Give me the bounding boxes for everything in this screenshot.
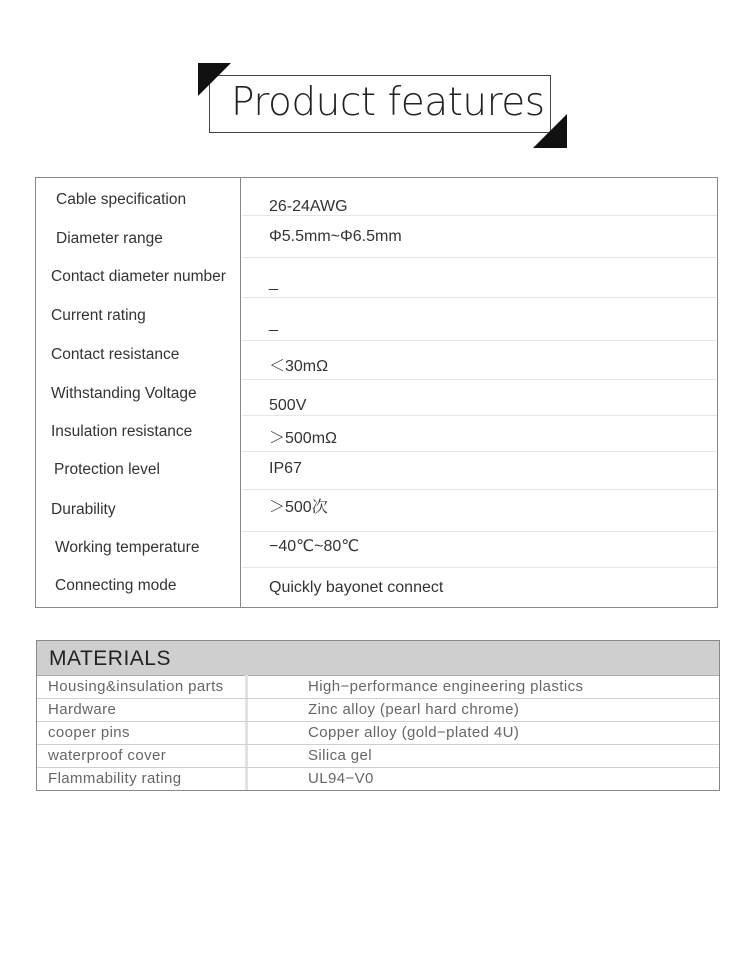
row-divider: [242, 415, 717, 416]
material-label: Housing&insulation parts: [48, 678, 224, 695]
materials-header: [37, 641, 719, 676]
material-label: cooper pins: [48, 724, 130, 741]
spec-value: _: [269, 274, 278, 291]
spec-value: ＜30mΩ: [269, 358, 329, 375]
row-divider: [242, 297, 717, 298]
materials-table: [36, 640, 720, 791]
row-divider: [242, 567, 717, 568]
table-row: [37, 767, 719, 790]
corner-triangle-top-left: [198, 63, 231, 96]
material-value: High−performance engineering plastics: [308, 678, 584, 695]
spec-label: Current rating: [51, 307, 146, 324]
material-value: UL94−V0: [308, 770, 374, 787]
spec-label: Protection level: [54, 461, 160, 478]
table-row: [37, 675, 719, 699]
spec-value: ＞500次: [269, 499, 328, 516]
material-label: Hardware: [48, 701, 117, 718]
spec-label: Withstanding Voltage: [51, 385, 197, 402]
spec-value: ＞500mΩ: [269, 430, 337, 447]
table-row: [37, 744, 719, 768]
spec-label: Contact diameter number: [51, 268, 226, 285]
page-title: Product features: [231, 80, 545, 125]
spec-column-divider: [240, 178, 241, 607]
spec-value: 26-24AWG: [269, 198, 348, 215]
title-banner: [196, 62, 568, 150]
material-label: waterproof cover: [48, 747, 167, 764]
spec-label: Working temperature: [55, 539, 200, 556]
spec-value: _: [269, 315, 278, 332]
table-row: [37, 721, 719, 745]
material-label: Flammability rating: [48, 770, 182, 787]
spec-label: Contact resistance: [51, 346, 180, 363]
table-row: [37, 698, 719, 722]
spec-label: Durability: [51, 501, 116, 518]
row-divider: [242, 257, 717, 258]
row-divider: [242, 340, 717, 341]
spec-value: IP67: [269, 460, 302, 477]
spec-value: Φ5.5mm~Φ6.5mm: [269, 228, 402, 245]
spec-label: Cable specification: [56, 191, 187, 208]
spec-value: −40℃~80℃: [269, 538, 360, 555]
spec-label: Connecting mode: [55, 577, 177, 594]
row-divider: [242, 531, 717, 532]
spec-table: [35, 177, 718, 608]
row-divider: [242, 489, 717, 490]
spec-value: Quickly bayonet connect: [269, 579, 444, 596]
row-divider: [242, 451, 717, 452]
row-divider: [242, 379, 717, 380]
spec-label: Diameter range: [56, 230, 163, 247]
material-value: Silica gel: [308, 747, 373, 764]
material-value: Copper alloy (gold−plated 4U): [308, 724, 520, 741]
material-value: Zinc alloy (pearl hard chrome): [308, 701, 520, 718]
row-divider: [242, 215, 717, 216]
spec-value: 500V: [269, 397, 307, 414]
spec-label: Insulation resistance: [51, 423, 193, 440]
materials-title: MATERIALS: [49, 647, 171, 670]
